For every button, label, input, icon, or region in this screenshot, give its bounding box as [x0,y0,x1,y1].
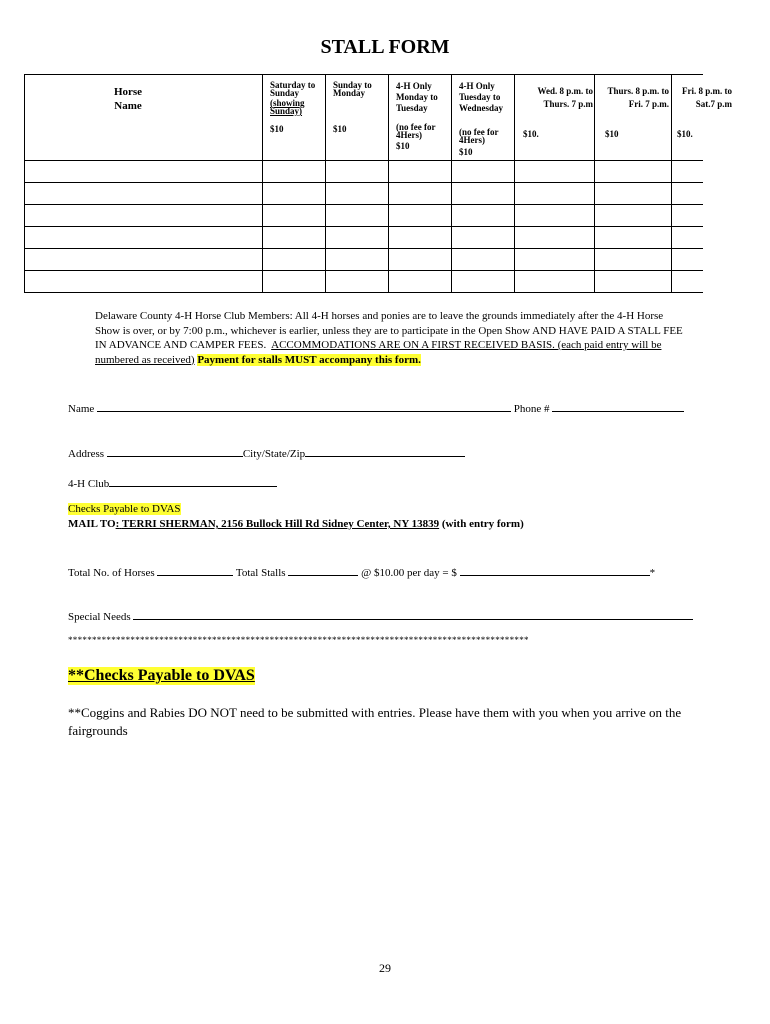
notice-highlighted: Payment for stalls MUST accompany this form. [197,353,421,366]
checks-payable-small: Checks Payable to DVAS [68,503,181,515]
coggins-note: **Coggins and Rabies DO NOT need to be submitted with entries. Please have them with you when you arrive on the fairgrounds [68,705,682,738]
club-field[interactable] [109,474,277,487]
mail-address: TERRI SHERMAN, 2156 Bullock Hill Rd Sidney Center, NY 13839 [121,518,440,530]
mail-label: MAIL TO [68,518,116,530]
table-row[interactable] [25,205,703,227]
col-fee: $10 [605,129,619,139]
table-row[interactable] [25,227,703,249]
stall-table [24,74,732,293]
rate-label: @ $10.00 per day = $ [361,567,457,579]
divider-stars: ************************************************************************************************ [68,635,529,645]
col-note: (showing Sunday) [270,98,305,116]
club-label: 4-H Club [68,478,110,490]
col-note: (no fee for 4Hers) [459,127,499,145]
col-mon-tue [389,75,452,161]
col-dates: Thurs. 8 p.m. to Fri. 7 p.m. [607,86,669,109]
special-needs-field[interactable] [133,607,693,620]
col-note: (no fee for 4Hers) [396,122,436,140]
mail-colon: : [115,518,120,530]
table-row[interactable] [25,183,703,205]
horse-name-header [25,75,263,161]
col-fee: $10 [459,147,473,157]
table-row[interactable] [25,161,703,183]
notice-text: Delaware County 4-H Horse Club Members: All 4-H horses and ponies are to leave the grounds immediately after the 4-H Horse Show is over, or by 7:00 p.m., whichever is earlier, unless they are to participate in the Open Show AND HAVE PAID A STALL FEE IN ADVANCE AND CAMPER FEES. [95,310,683,351]
address-row [68,444,465,460]
total-amount-field[interactable] [460,563,650,576]
col-fee: $10. [677,129,693,139]
col-sun-mon [326,75,389,161]
col-dates: Saturday to Sunday [270,80,316,98]
checks-payable-heading: **Checks Payable to DVAS [68,667,255,684]
phone-field[interactable] [552,399,684,412]
mail-note: (with entry form) [441,518,524,530]
page-title: STALL FORM [320,36,450,58]
special-needs-row [68,607,693,623]
table-row[interactable] [25,271,703,293]
special-needs-label: Special Needs [68,611,131,623]
total-stalls-field[interactable] [288,563,358,576]
col-dates: Fri. 8 p.m. to Sat.7 p.m [682,86,732,109]
name-field[interactable] [97,399,511,412]
total-horses-field[interactable] [157,563,233,576]
club-row [68,474,277,490]
notice-underlined: ACCOMMODATIONS ARE ON A FIRST RECEIVED BASIS. (each paid entry will be numbered as received) [95,339,662,366]
col-dates: 4-H Only Tuesday to Wednesday [459,81,504,113]
col-fri-sat [672,75,732,161]
city-label: City/State/Zip [242,448,306,460]
totals-row [68,563,655,579]
total-stalls-label: Total Stalls [235,567,286,579]
col-thu-fri [595,75,672,161]
col-dates: 4-H Only Monday to Tuesday [396,81,438,113]
col-fee: $10 [333,124,347,134]
phone-label: Phone # [513,403,550,415]
col-fee: $10. [523,129,539,139]
col-sat-sun [263,75,326,161]
address-field[interactable] [107,444,243,457]
total-horses-label: Total No. of Horses [68,567,155,579]
horse-name-label: Horse Name [113,86,143,112]
col-fee: $10 [396,141,410,151]
col-fee: $10 [270,124,284,134]
asterisk: * [649,567,656,579]
name-row [68,399,684,415]
name-label: Name [68,403,95,415]
col-tue-wed [452,75,515,161]
col-wed-thu [515,75,595,161]
col-dates: Sunday to Monday [333,80,372,98]
mail-row [68,518,524,530]
address-label: Address [68,448,105,460]
club-notice [95,309,685,367]
table-row[interactable] [25,249,703,271]
col-dates: Wed. 8 p.m. to Thurs. 7 p.m [537,86,593,109]
city-field[interactable] [305,444,465,457]
checks-row [68,503,181,515]
page-number: 29 [379,961,391,975]
